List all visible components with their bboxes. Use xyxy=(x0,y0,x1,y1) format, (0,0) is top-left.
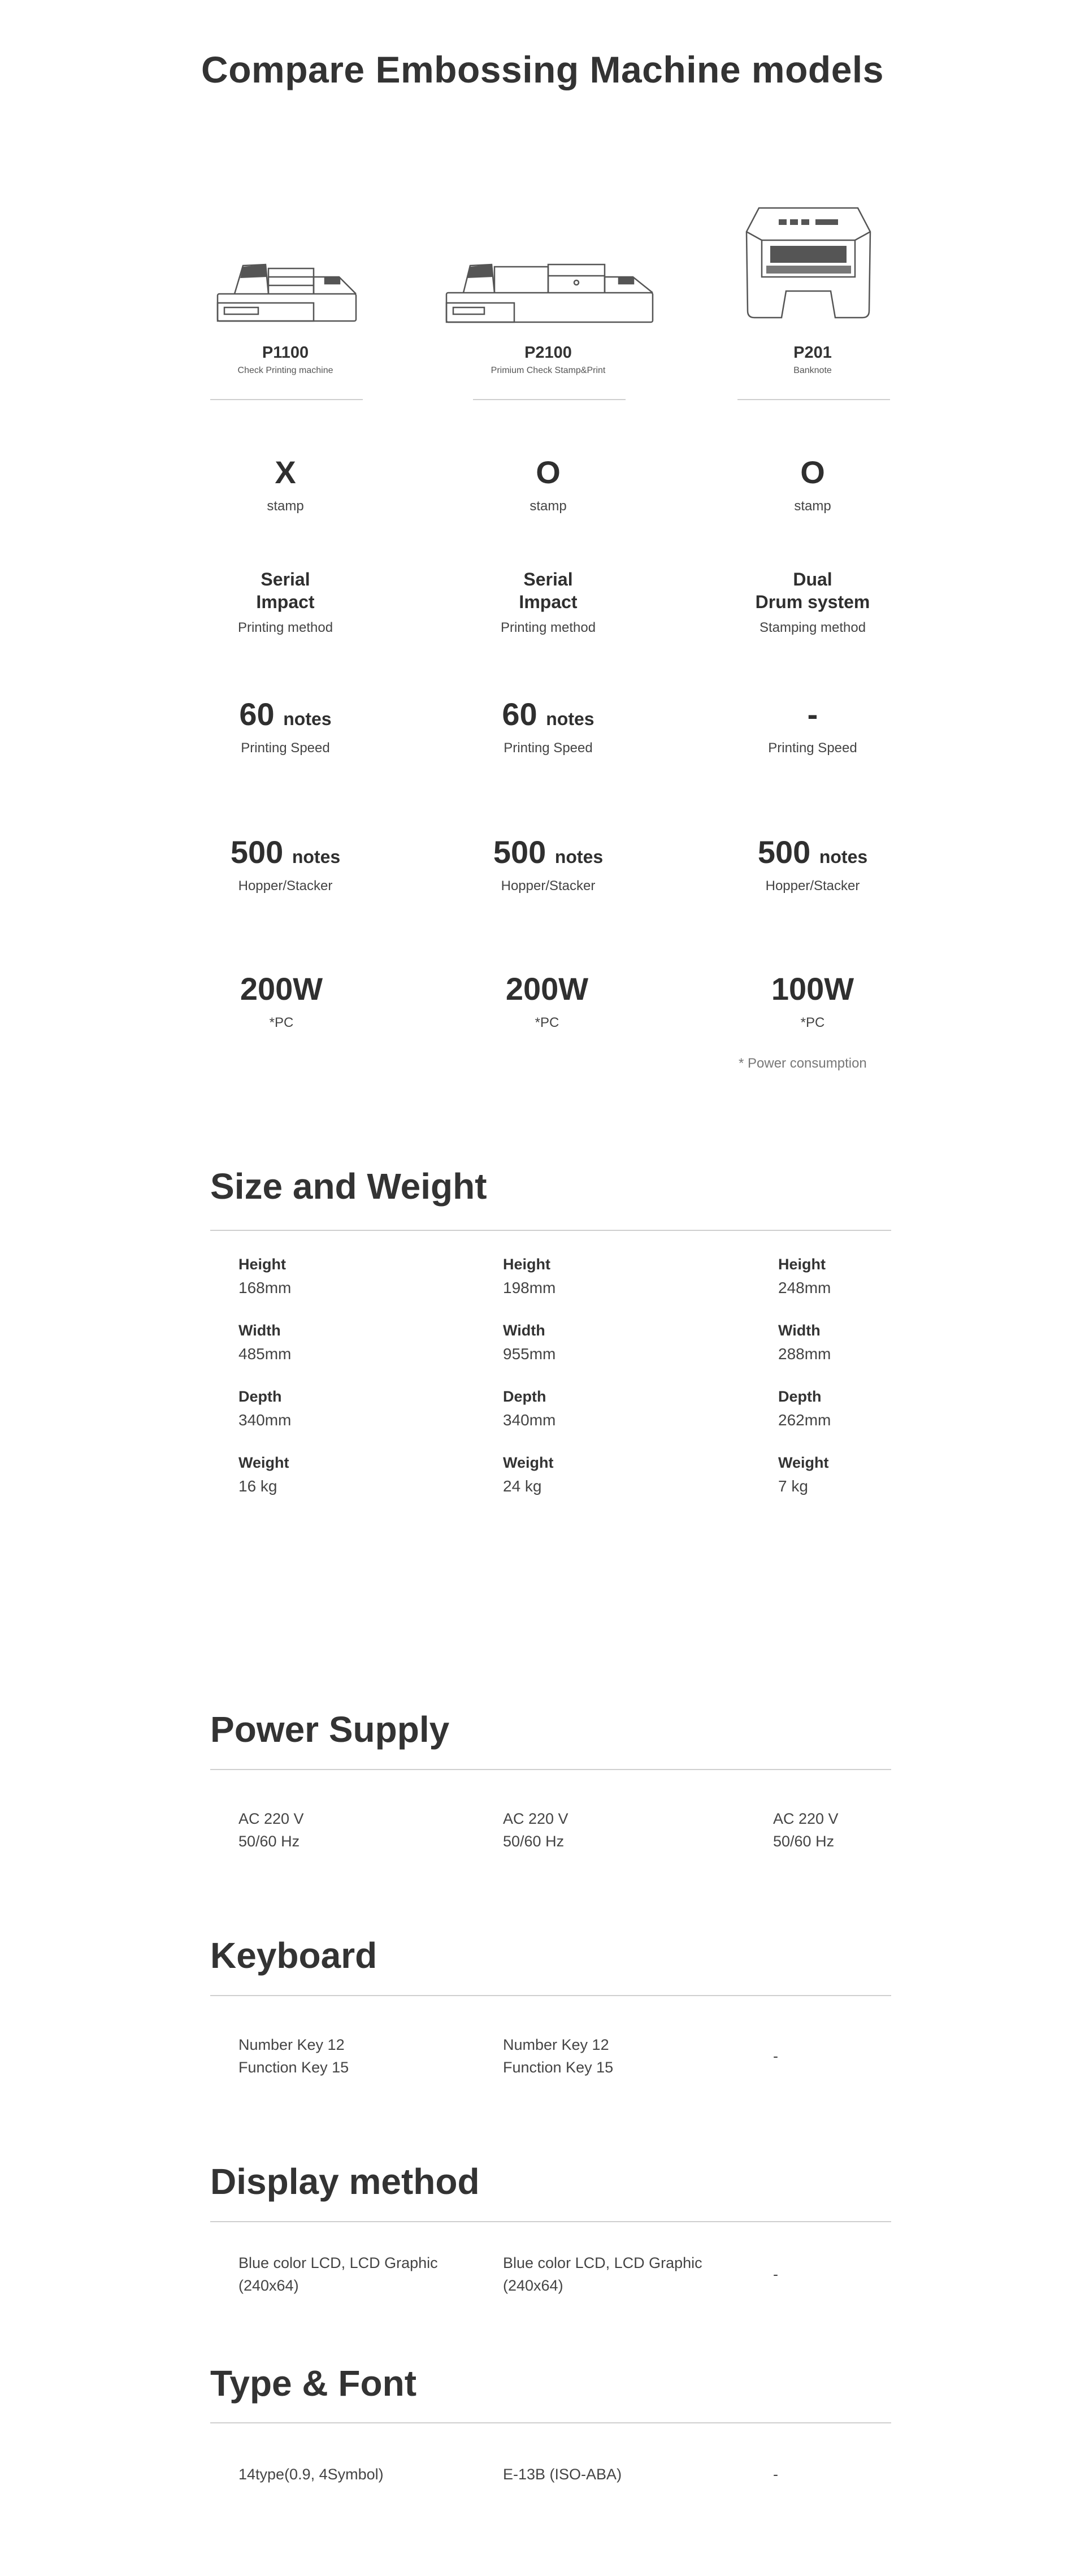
feature-stamp xyxy=(418,454,678,514)
feature-stamp xyxy=(683,454,943,514)
spec-value: 16 kg xyxy=(238,1477,277,1495)
power-supply-p1100: AC 220 V 50/60 Hz xyxy=(238,1810,304,1850)
spec-value: 248mm xyxy=(778,1279,831,1296)
spec-label: Height xyxy=(238,1256,286,1273)
feature-label: Stamping method xyxy=(759,620,866,635)
feature-label: Hopper/Stacker xyxy=(238,878,333,894)
feature-value: - xyxy=(807,696,818,732)
spec-value: 168mm xyxy=(238,1279,292,1296)
feature-value: 500 notes xyxy=(493,834,604,870)
size-column-p2100 xyxy=(503,1256,555,1495)
spec-label: Height xyxy=(778,1256,826,1273)
feature-value: 60 notes xyxy=(502,696,594,732)
column-divider xyxy=(737,399,890,400)
spec-label: Width xyxy=(238,1322,281,1339)
feature-label: Hopper/Stacker xyxy=(501,878,596,894)
feature-value: 200W xyxy=(505,971,589,1007)
power-supply-p201: AC 220 V 50/60 Hz xyxy=(773,1810,839,1850)
feature-value: 100W xyxy=(771,971,854,1007)
feature-value: O xyxy=(536,454,561,490)
size-column-p1100 xyxy=(238,1256,291,1495)
feature-label: *PC xyxy=(800,1015,825,1030)
section-divider xyxy=(210,1769,891,1770)
spec-value: 24 kg xyxy=(503,1477,542,1495)
spec-label: Weight xyxy=(503,1454,554,1471)
feature-speed xyxy=(683,696,943,756)
product-name: P2100 xyxy=(524,344,572,362)
feature-label: *PC xyxy=(535,1015,559,1030)
spec-label: Height xyxy=(503,1256,550,1273)
spec-label: Depth xyxy=(238,1388,282,1405)
spec-value: 262mm xyxy=(778,1411,831,1429)
column-divider xyxy=(210,399,363,400)
feature-label: Printing Speed xyxy=(241,740,330,756)
display-p2100: Blue color LCD, LCD Graphic (240x64) xyxy=(503,2254,702,2294)
feature-value: O xyxy=(800,454,825,490)
section-title-size-weight: Size and Weight xyxy=(210,1166,487,1207)
feature-value: 500 notes xyxy=(230,834,341,870)
feature-hopper xyxy=(683,836,943,894)
banknote-machine-icon xyxy=(683,192,943,339)
feature-power xyxy=(151,973,411,1031)
spec-label: Weight xyxy=(238,1454,289,1471)
section-divider xyxy=(210,1995,891,1996)
keyboard-p2100: Number Key 12 Function Key 15 xyxy=(503,2036,614,2076)
feature-value: X xyxy=(275,454,296,490)
spec-value: 955mm xyxy=(503,1345,556,1363)
section-title-type-font: Type & Font xyxy=(210,2363,416,2404)
feature-value: Dual Drum system xyxy=(755,569,870,612)
column-divider xyxy=(473,399,626,400)
feature-method xyxy=(683,568,943,636)
page-title: Compare Embossing Machine models xyxy=(201,49,884,90)
spec-value: 288mm xyxy=(778,1345,831,1363)
feature-method xyxy=(155,568,415,636)
feature-label: Hopper/Stacker xyxy=(765,878,860,894)
feature-hopper xyxy=(418,836,678,894)
feature-power xyxy=(417,973,677,1031)
spec-label: Width xyxy=(778,1322,821,1339)
product-subtitle: Banknote xyxy=(793,366,832,375)
feature-stamp xyxy=(155,454,415,514)
product-subtitle: Primium Check Stamp&Print xyxy=(491,366,606,375)
section-divider xyxy=(210,2221,891,2222)
type-font-p2100: E-13B (ISO-ABA) xyxy=(503,2466,622,2483)
feature-label: stamp xyxy=(794,498,831,514)
feature-value: 500 notes xyxy=(757,834,868,870)
feature-label: *PC xyxy=(269,1015,294,1030)
feature-label: Printing Speed xyxy=(768,740,857,756)
size-column-p201 xyxy=(778,1256,831,1495)
wide-check-printer-icon xyxy=(418,192,678,339)
spec-value: 485mm xyxy=(238,1345,292,1363)
feature-speed xyxy=(418,696,678,756)
product-column-p201 xyxy=(683,192,943,376)
feature-label: Printing method xyxy=(500,620,596,635)
display-p1100: Blue color LCD, LCD Graphic (240x64) xyxy=(238,2254,438,2294)
product-name: P1100 xyxy=(262,344,309,362)
section-divider xyxy=(210,2422,891,2423)
power-footnote: * Power consumption xyxy=(739,1056,867,1071)
spec-value: 340mm xyxy=(238,1411,292,1429)
keyboard-p201: - xyxy=(773,2048,778,2065)
type-font-p201: - xyxy=(773,2466,778,2483)
spec-label: Depth xyxy=(778,1388,822,1405)
type-font-p1100: 14type(0.9, 4Symbol) xyxy=(238,2466,384,2483)
product-column-p2100 xyxy=(418,192,678,376)
feature-value: Serial Impact xyxy=(256,569,315,612)
spec-value: 198mm xyxy=(503,1279,556,1296)
product-name: P201 xyxy=(793,344,832,362)
feature-method xyxy=(418,568,678,636)
feature-hopper xyxy=(155,836,415,894)
feature-label: stamp xyxy=(267,498,304,514)
feature-value: 200W xyxy=(240,971,323,1007)
spec-label: Depth xyxy=(503,1388,546,1405)
product-subtitle: Check Printing machine xyxy=(237,366,333,375)
section-title-keyboard: Keyboard xyxy=(210,1935,377,1976)
feature-speed xyxy=(155,696,415,756)
section-title-display-method: Display method xyxy=(210,2161,480,2202)
spec-value: 340mm xyxy=(503,1411,556,1429)
product-column-p1100 xyxy=(155,192,415,376)
feature-label: stamp xyxy=(530,498,567,514)
power-supply-p2100: AC 220 V 50/60 Hz xyxy=(503,1810,568,1850)
spec-value: 7 kg xyxy=(778,1477,808,1495)
spec-label: Weight xyxy=(778,1454,829,1471)
feature-value: 60 notes xyxy=(239,696,332,732)
spec-label: Width xyxy=(503,1322,545,1339)
check-printer-icon xyxy=(155,192,415,339)
section-title-power-supply: Power Supply xyxy=(210,1709,450,1750)
display-p201: - xyxy=(773,2266,778,2283)
feature-label: Printing method xyxy=(237,620,333,635)
feature-power xyxy=(683,973,943,1031)
feature-label: Printing Speed xyxy=(504,740,593,756)
section-divider xyxy=(210,1230,891,1231)
feature-value: Serial Impact xyxy=(519,569,578,612)
keyboard-p1100: Number Key 12 Function Key 15 xyxy=(238,2036,349,2076)
